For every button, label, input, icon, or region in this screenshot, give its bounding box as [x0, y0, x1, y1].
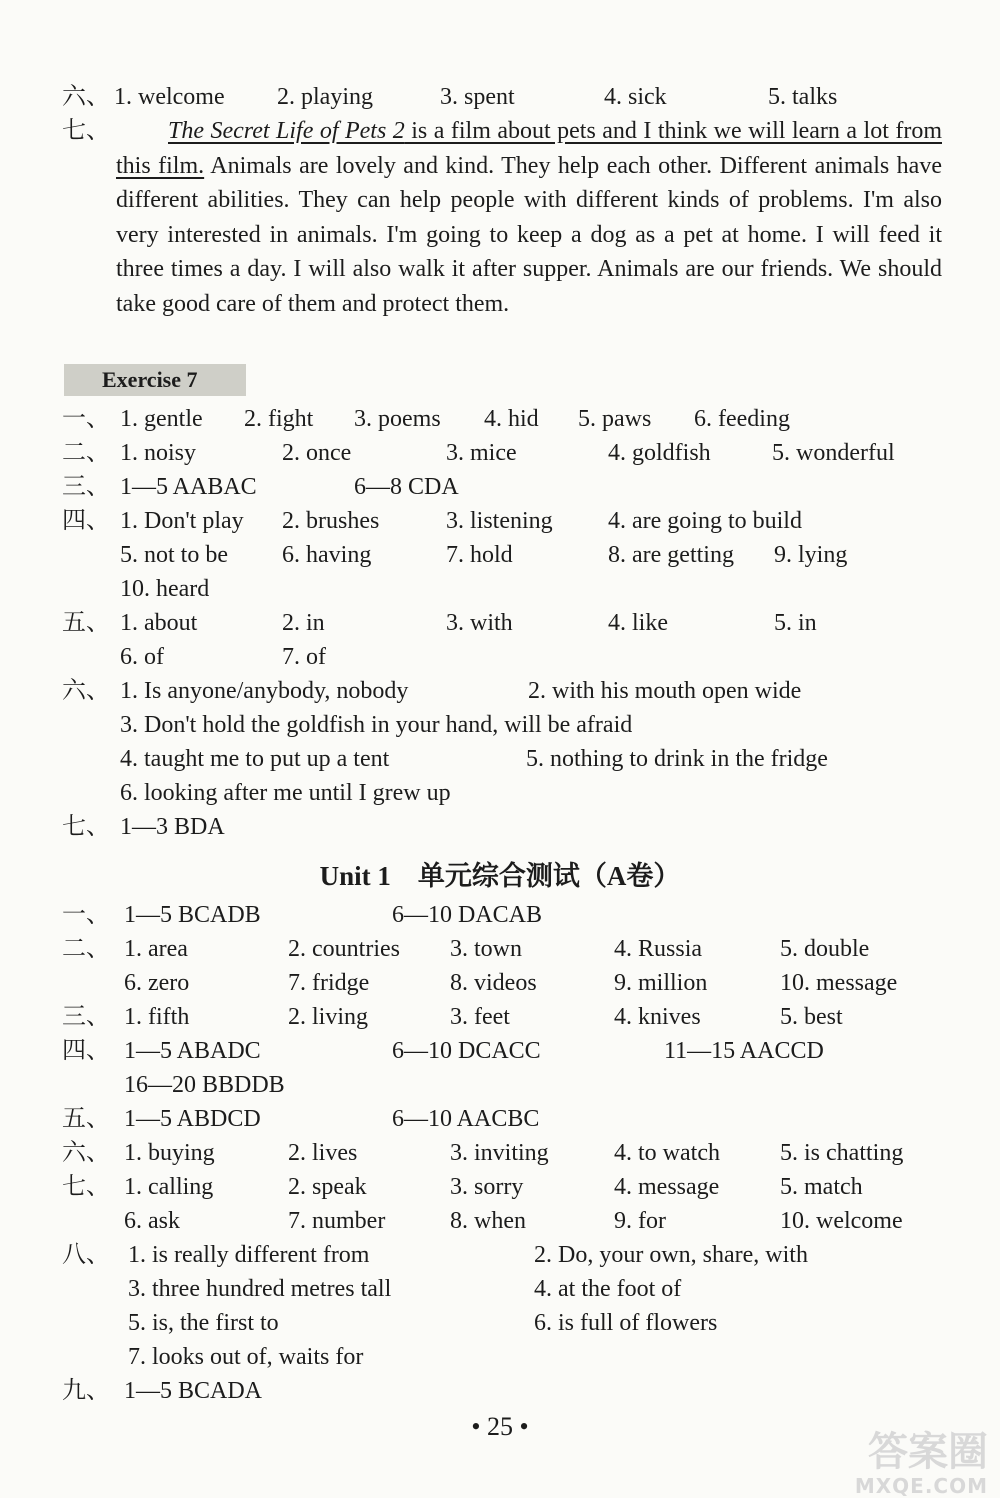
answer-item: 2. brushes — [282, 508, 380, 534]
answer-item: 1—5 BCADB — [124, 902, 261, 928]
answer-item: 6. zero — [124, 970, 190, 996]
answer-row — [62, 606, 960, 640]
answer-item: 6. ask — [124, 1208, 180, 1234]
answer-item: 4. are going to build — [608, 508, 802, 534]
exercise-heading: Exercise 7 — [64, 364, 246, 396]
answer-item: 11—15 AACCD — [664, 1038, 824, 1064]
answer-item: 6. looking after me until I grew up — [120, 780, 451, 806]
section-label: 五、 — [62, 1106, 110, 1132]
watermark-text: 答案圈 — [868, 1429, 988, 1475]
answer-row — [62, 436, 960, 470]
answer-row — [62, 1102, 960, 1136]
answer-item: 4. like — [608, 610, 668, 636]
answer-item: 4. knives — [614, 1004, 701, 1030]
answer-item: 1. is really different from — [128, 1242, 370, 1268]
answer-item: 2. lives — [288, 1140, 358, 1166]
answer-row — [62, 1000, 960, 1034]
section-label: 二、 — [62, 440, 110, 466]
answer-item: 2. in — [282, 610, 325, 636]
answer-row — [62, 708, 960, 742]
essay-body: Animals are lovely and kind. They help each other. Different animals have different abilities. They can help people with different kinds of problems. I'm also very interested in animals. I'm going to keep a dog as a pet at home. I will feed it three times a day. I will also walk it after supper. Animals are our friends. We should take good care of them and protect them. — [116, 152, 942, 317]
answer-item: 1. buying — [124, 1140, 215, 1166]
answer-item: 3. town — [450, 936, 522, 962]
section-label: 三、 — [62, 474, 110, 500]
unit-heading: Unit 1 单元综合测试（A卷） — [319, 861, 681, 891]
section-label: 九、 — [62, 1378, 110, 1404]
answer-item: 2. once — [282, 440, 352, 466]
answer-item: 1. gentle — [120, 406, 203, 432]
answer-item: 1—5 BCADA — [124, 1378, 263, 1404]
answer-item: 7. hold — [446, 542, 513, 568]
answer-row — [62, 966, 960, 1000]
answer-item: 6. of — [120, 644, 164, 670]
answer-item: 1. about — [120, 610, 198, 636]
section-label: 三、 — [62, 1004, 110, 1030]
answer-item: 6—10 DCACC — [392, 1038, 541, 1064]
answer-item: 8. videos — [450, 970, 537, 996]
answer-item: 1. calling — [124, 1174, 214, 1200]
answer-row — [62, 1306, 960, 1340]
answer-row — [62, 1204, 960, 1238]
answer-item: 2. Do, your own, share, with — [534, 1242, 808, 1268]
answer-item: 5. wonderful — [772, 440, 895, 466]
answer-item: 3. listening — [446, 508, 553, 534]
answer-item: 7. fridge — [288, 970, 370, 996]
answer-row — [62, 1374, 960, 1408]
answer-item: 4. sick — [604, 84, 667, 110]
answer-row — [62, 1034, 960, 1068]
answer-item: 3. feet — [450, 1004, 510, 1030]
answer-item: 5. talks — [768, 84, 838, 110]
answer-item: 2. playing — [277, 84, 373, 110]
answer-item: 1. noisy — [120, 440, 197, 466]
answer-row — [62, 810, 960, 844]
section-label: 七、 — [62, 118, 110, 144]
answer-item: 1—3 BDA — [120, 814, 225, 840]
answer-row — [62, 932, 960, 966]
answer-item: 1. area — [124, 936, 188, 962]
answer-row — [62, 504, 960, 538]
section-label: 四、 — [62, 1038, 110, 1064]
answer-item: 1—5 ABADC — [124, 1038, 261, 1064]
answer-item: 10. heard — [120, 576, 210, 602]
answer-item: 7. looks out of, waits for — [128, 1344, 364, 1370]
answer-item: 6—10 AACBC — [392, 1106, 540, 1132]
answer-item: 2. fight — [244, 406, 314, 432]
answer-item: 3. sorry — [450, 1174, 524, 1200]
answer-item: 4. to watch — [614, 1140, 720, 1166]
answer-item: 1. Is anyone/anybody, nobody — [120, 678, 409, 704]
answer-item: 4. goldfish — [608, 440, 711, 466]
answer-item: 6. feeding — [694, 406, 790, 432]
answer-row — [62, 1068, 960, 1102]
answer-item: 1. fifth — [124, 1004, 190, 1030]
section-label: 六、 — [62, 678, 110, 704]
answer-row — [62, 572, 960, 606]
section-label: 二、 — [62, 936, 110, 962]
answer-item: 2. speak — [288, 1174, 367, 1200]
watermark-url: MXQE.COM — [854, 1474, 988, 1498]
answer-item: 8. are getting — [608, 542, 734, 568]
answer-item: 6. is full of flowers — [534, 1310, 718, 1336]
answer-item: 3. with — [446, 610, 513, 636]
answer-item: 5. not to be — [120, 542, 228, 568]
answer-row — [62, 640, 960, 674]
answer-row — [62, 776, 960, 810]
answer-row — [62, 742, 960, 776]
answer-item: 4. Russia — [614, 936, 703, 962]
answer-item: 16—20 BBDDB — [124, 1072, 285, 1098]
answer-item: 6—10 DACAB — [392, 902, 543, 928]
answer-item: 4. hid — [484, 406, 539, 432]
answer-item: 5. nothing to drink in the fridge — [526, 746, 828, 772]
answer-item: 5. in — [774, 610, 817, 636]
answer-item: 2. countries — [288, 936, 400, 962]
section-label: 六、 — [62, 84, 110, 110]
answer-item: 5. double — [780, 936, 870, 962]
answer-item: 5. is chatting — [780, 1140, 904, 1166]
section-label: 八、 — [62, 1242, 110, 1268]
answer-item: 3. spent — [440, 84, 515, 110]
answer-item: 8. when — [450, 1208, 526, 1234]
answer-item: 3. Don't hold the goldfish in your hand, will be afraid — [120, 712, 633, 738]
answer-item: 1—5 ABDCD — [124, 1106, 261, 1132]
essay-underlined-text: is a film about pets and I think we will learn a lot from this film. — [116, 118, 942, 179]
answer-item: 3. three hundred metres tall — [128, 1276, 392, 1302]
answer-row — [62, 1272, 960, 1306]
answer-item: 3. poems — [354, 406, 441, 432]
answer-item: 4. taught me to put up a tent — [120, 746, 390, 772]
answer-row — [62, 674, 960, 708]
section-label: 六、 — [62, 1140, 110, 1166]
section-label: 四、 — [62, 508, 110, 534]
answer-row — [62, 80, 960, 114]
answer-row — [62, 1170, 960, 1204]
answer-item: 5. paws — [578, 406, 652, 432]
answer-row — [62, 538, 960, 572]
answer-item: 1. welcome — [114, 84, 225, 110]
answer-item: 1. Don't play — [120, 508, 244, 534]
section-label: 七、 — [62, 814, 110, 840]
answer-row — [62, 402, 960, 436]
answer-item: 5. best — [780, 1004, 843, 1030]
answer-row — [62, 1340, 960, 1374]
answer-row — [62, 898, 960, 932]
section-label: 一、 — [62, 902, 110, 928]
answer-item: 10. message — [780, 970, 898, 996]
answer-item: 7. number — [288, 1208, 386, 1234]
answer-item: 9. million — [614, 970, 708, 996]
answer-item: 2. living — [288, 1004, 369, 1030]
answer-item: 7. of — [282, 644, 326, 670]
answer-item: 9. for — [614, 1208, 666, 1234]
answer-item: 6. having — [282, 542, 372, 568]
answer-row — [62, 1136, 960, 1170]
answer-item: 4. message — [614, 1174, 720, 1200]
answer-item: 5. match — [780, 1174, 863, 1200]
section-label: 五、 — [62, 610, 110, 636]
answer-item: 3. inviting — [450, 1140, 549, 1166]
section-label: 一、 — [62, 406, 110, 432]
answer-item: 4. at the foot of — [534, 1276, 682, 1302]
answer-item: 1—5 AABAC — [120, 474, 257, 500]
answer-item: 2. with his mouth open wide — [528, 678, 802, 704]
answer-item: 5. is, the first to — [128, 1310, 279, 1336]
answer-item: 10. welcome — [780, 1208, 903, 1234]
answer-item: 3. mice — [446, 440, 517, 466]
answer-row — [62, 1238, 960, 1272]
film-title: The Secret Life of Pets 2 — [168, 118, 405, 144]
answer-item: 6—8 CDA — [354, 474, 459, 500]
answer-row — [62, 470, 960, 504]
section-label: 七、 — [62, 1174, 110, 1200]
answer-item: 9. lying — [774, 542, 848, 568]
watermark-logo — [855, 1430, 988, 1498]
page-number: • 25 • — [471, 1412, 529, 1441]
essay-paragraph — [116, 114, 942, 321]
